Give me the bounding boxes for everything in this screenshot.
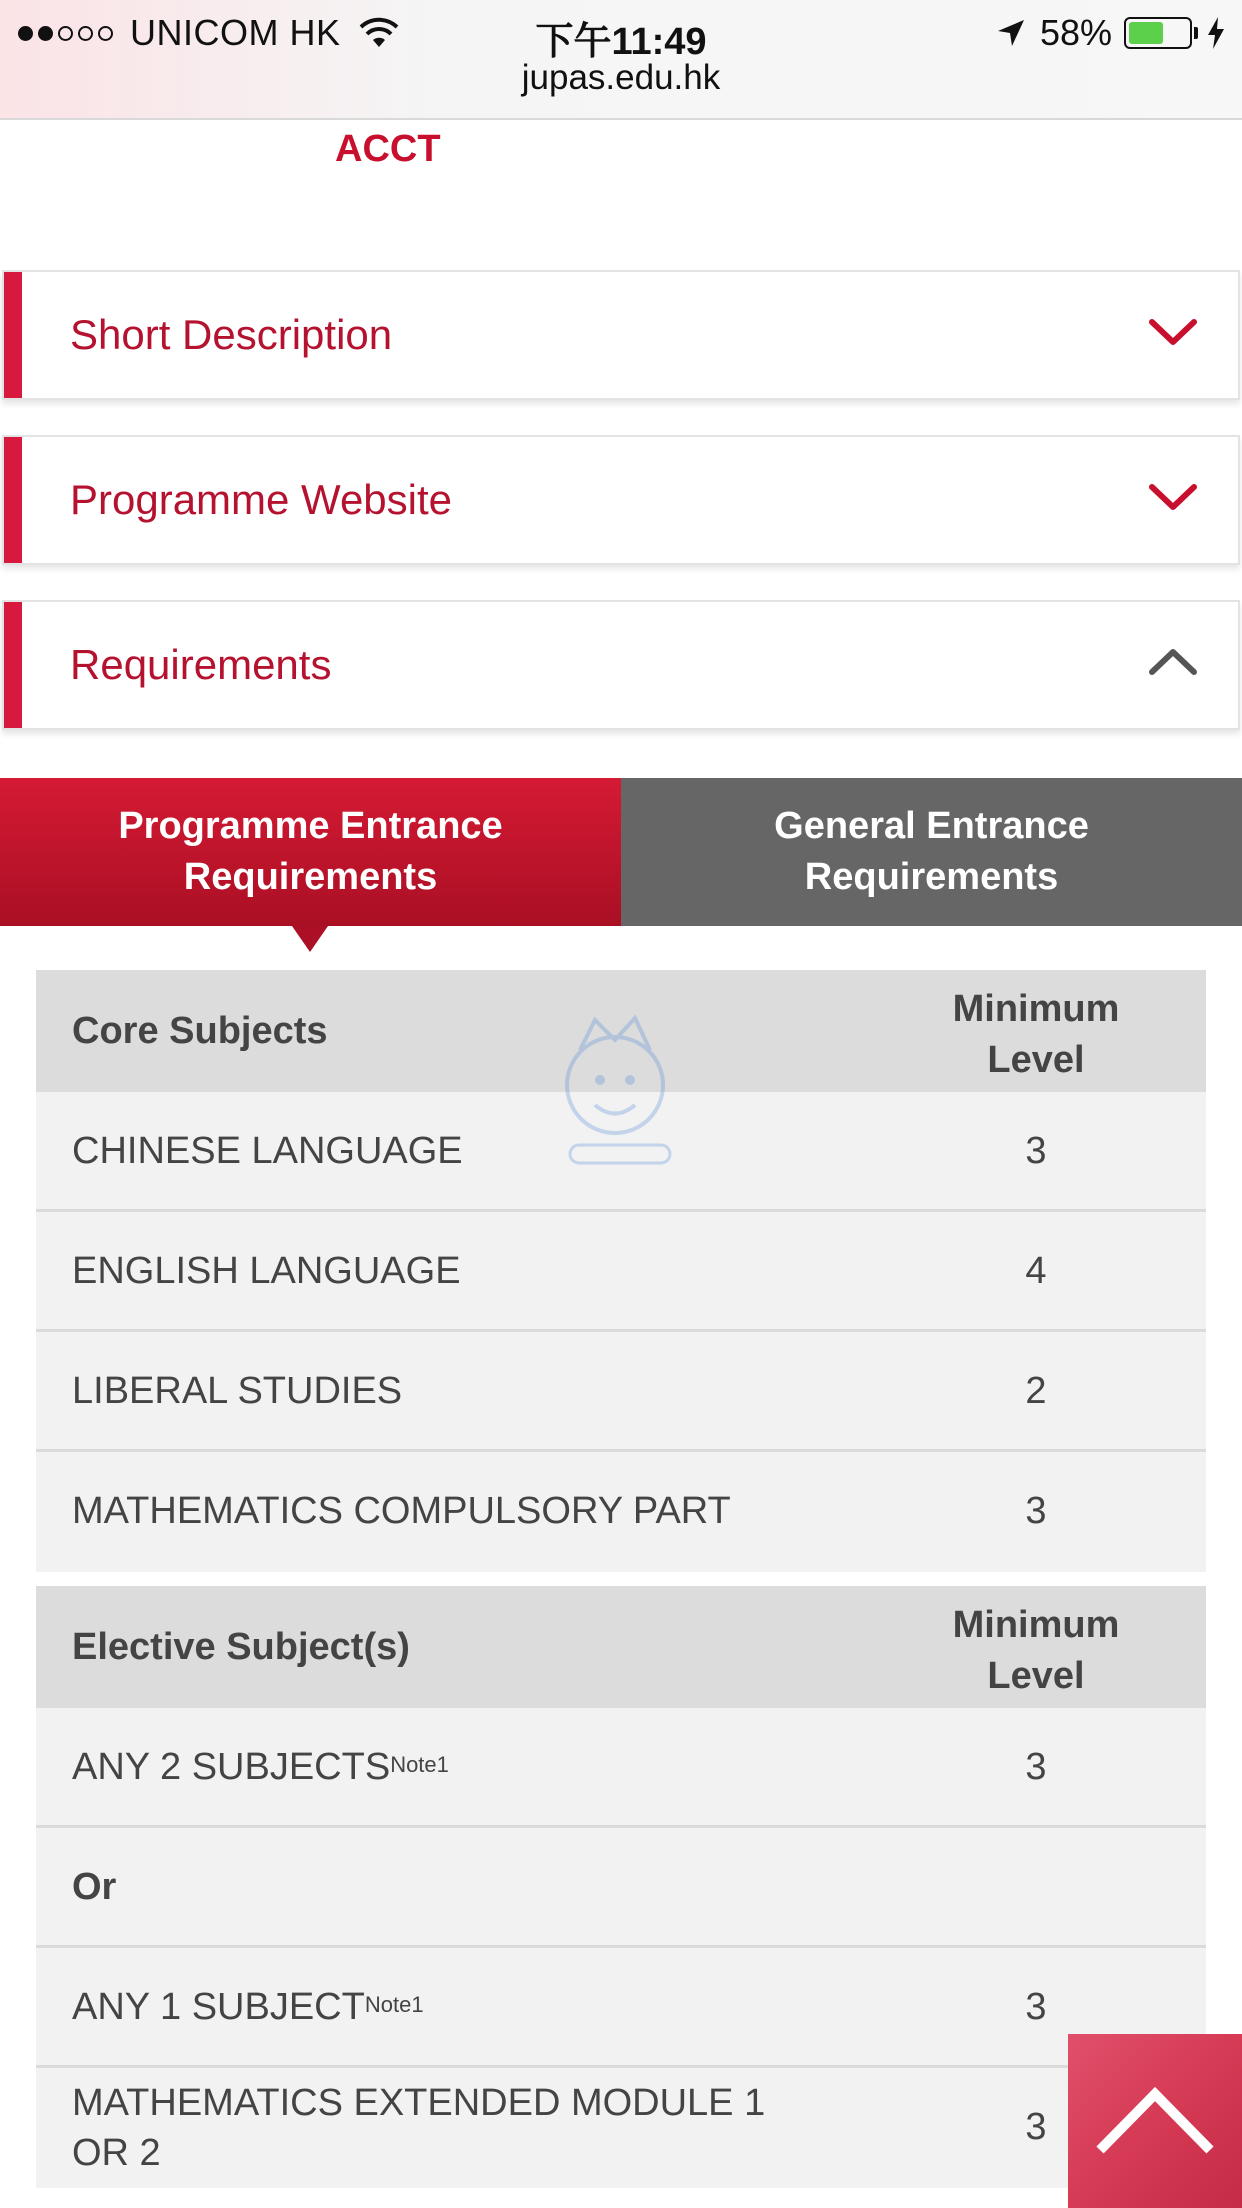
column-header-minimum-level: Minimum Level: [952, 1604, 1120, 1697]
column-header-subject: Core Subjects: [72, 1010, 328, 1052]
programme-code: ACCT: [335, 128, 441, 170]
or-label: Or: [72, 1866, 117, 1908]
minimum-level: 3: [1025, 2106, 1047, 2148]
minimum-level: 2: [1025, 1370, 1047, 1412]
accordion-programme-website[interactable]: [2, 435, 1240, 565]
accordion-label: Requirements: [70, 641, 332, 688]
note-reference[interactable]: Note1: [390, 1752, 449, 1777]
subject-name: MATHEMATICS EXTENDED MODULE 1 OR 2: [72, 2082, 766, 2174]
tab-label-line2: Requirements: [183, 856, 438, 898]
subject-name: LIBERAL STUDIES: [72, 1370, 403, 1412]
table-row: [36, 1212, 1206, 1332]
location-arrow-icon: [996, 18, 1026, 48]
requirements-tabs: [0, 778, 1242, 926]
minimum-level: 3: [1025, 1130, 1047, 1172]
column-header-minimum-level: Minimum Level: [952, 988, 1120, 1081]
back-to-top-button[interactable]: [1068, 2034, 1242, 2208]
status-bar: [0, 8, 1242, 63]
subject-name: ANY 1 $SUBJECT^{Note1}$: [72, 1986, 424, 2028]
subject-name: CHINESE LANGUAGE: [72, 1130, 463, 1172]
chevron-down-icon: [1148, 312, 1198, 352]
accordion-label: Programme Website: [70, 476, 453, 523]
subject-name: MATHEMATICS COMPULSORY PART: [72, 1490, 731, 1532]
table-row: [36, 2068, 1206, 2188]
accordion-accent-bar: [4, 602, 22, 728]
active-tab-pointer: [292, 926, 328, 952]
address-bar-url[interactable]: jupas.edu.hk: [521, 58, 721, 97]
tab-label-line2: Requirements: [804, 856, 1059, 898]
chevron-up-icon: [1092, 2080, 1218, 2160]
browser-top-bar: [0, 0, 1242, 120]
accordion-requirements[interactable]: [2, 600, 1240, 730]
tab-programme-entrance-requirements[interactable]: [0, 778, 621, 926]
accordion-accent-bar: [4, 437, 22, 563]
chevron-down-icon: [1148, 477, 1198, 517]
minimum-level: 3: [1025, 1986, 1047, 2028]
minimum-level: 4: [1025, 1250, 1047, 1292]
tab-label-line1: Programme Entrance: [118, 805, 503, 847]
subject-name: ANY 2 $SUBJECTS^{Note1}$: [72, 1746, 449, 1788]
table-row: [36, 1452, 1206, 1572]
accordion-label: Short Description: [70, 311, 393, 358]
table-row: [36, 1708, 1206, 1828]
battery-percentage: 58%: [1039, 12, 1112, 53]
charging-bolt-icon: [1206, 17, 1226, 49]
watermark-mascot-icon: [555, 1010, 685, 1190]
table-row: [36, 1332, 1206, 1452]
table-row-or: [36, 1828, 1206, 1948]
chevron-up-icon: [1148, 642, 1198, 682]
note-reference[interactable]: Note1: [364, 1992, 424, 2017]
elective-subjects-header: [36, 1586, 1206, 1708]
minimum-level: 3: [1025, 1746, 1047, 1788]
tab-general-entrance-requirements[interactable]: [621, 778, 1242, 926]
subject-name: ENGLISH LANGUAGE: [72, 1250, 461, 1292]
clock: 下午11:49: [535, 21, 707, 63]
column-header-subject: Elective Subject(s): [72, 1626, 410, 1668]
table-row: [36, 1948, 1206, 2068]
battery-icon: [1124, 17, 1198, 49]
accordion-short-description[interactable]: [2, 270, 1240, 400]
carrier-name: UNICOM HK: [130, 12, 341, 53]
tab-label-line1: General Entrance: [774, 805, 1089, 847]
accordion-accent-bar: [4, 272, 22, 398]
minimum-level: 3: [1025, 1490, 1047, 1532]
